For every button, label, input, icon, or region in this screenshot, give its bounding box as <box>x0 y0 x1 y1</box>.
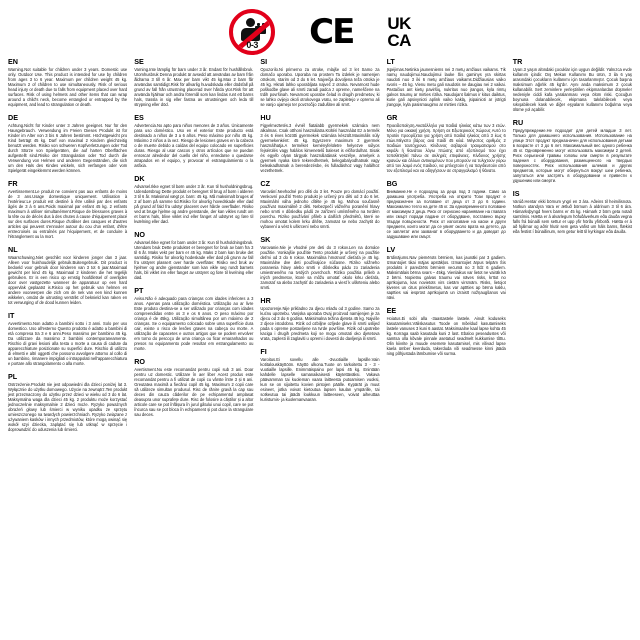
language-block <box>260 180 379 229</box>
language-column-4 <box>387 58 506 636</box>
language-block <box>8 246 127 305</box>
language-code: HR <box>260 296 271 305</box>
language-block <box>260 348 379 402</box>
warning-text: Advarsel.Ikke egnet for barn under 3 år. Kun til husholdningsbruk. Utendørs bruk Dette produktet er beregnet for bruk av barn fra 3 til 6 år. Maks vekt per barn er 45 kg. Maks 2 barn kan bruke det samtidig. Risiko for alvorlig hodeskade eller død på grunn av fall fra utstyret plassert over harde overflater. Risiko ved bruk av hjelmer og andre gjenstander som kan vikle seg rundt barnets hals, bli viklet inn eller fanget av utstyret og føre til kvelning eller død. <box>134 240 254 280</box>
language-block <box>387 180 506 239</box>
no-children-under-3-icon <box>229 9 275 55</box>
ukca-mark-symbol <box>387 15 411 49</box>
warning-text: Brīdinājums.Nav piemērots bērniem, kas jaunāki par 3 gadiem. Izmantojiet tikai mājas apstākļos. Izmantojiet ārpus telpām Šis produkts ir paredzēts bērniem vecumā no 3 līdz 6 gadiem. Maksimālais bērna svars – 45kg. Vienlaikus var lietot ne vairāk kā 2 bērni. Nopietnu galvas traumu vai nāves risks, krītot no aprīkojuma, kas novietots virs cietām virsmām. Risks, lietojot ķiveres un citus priekšmetus, kas var aptīties ap bērna kaklu, sapīties vai iesprūst aprīkojumā un izraisīt nožņaugšanos vai nāvi. <box>386 255 506 300</box>
ukca-line-2: CA <box>387 31 411 50</box>
child-head-shape <box>246 18 255 27</box>
warning-text: Ostrzeżenie.Produkt nie jest odpowiedni dla dzieci poniżej lat 3. Wyłącznie do użytku domowego. Użycie na zewnątrz.Ten produkt jest przeznaczony do użytku przez dzieci w wieku od 3 do 6 lat. Maksymalna waga dla dzieci 45 kg. 2 produktu może korzystać jednocześnie maksymalnie 2 dzieci może. Ryzyko poważnych obrażeń głowy lub śmierci w wyniku upadku ze sprzętu umieszczonego na twardych powierzchniach. Ryzyko związane z używaniem kasków i innych przedmiotów, które mogą owinąć się wokół szyi dziecka, zaplątać się lub utknąć w sprzęcie i doprowadzić do uduszenia lub śmierci. <box>8 382 128 432</box>
ukca-mark-icon <box>387 15 411 49</box>
no-children-under-3-symbol <box>229 9 275 55</box>
language-block <box>260 297 379 341</box>
language-code: EN <box>8 57 18 66</box>
language-block <box>134 175 253 224</box>
language-code: EE <box>386 306 397 315</box>
language-columns <box>8 58 632 636</box>
language-block <box>134 114 253 168</box>
language-code: PT <box>134 286 144 295</box>
language-column-1 <box>8 58 127 636</box>
warning-text: Avertissement.Le produit ne convient pas aux enfants de moins de 3 ans.Usage domestique uniquement. Utilisation à l'extérieur.Le produit est destiné à être utilisé par des enfants âgés de 3 à 6 ans.Poids maximal par enfant 45 kg. 2 enfants maximum à utiliser simultanément.Risque de blessures graves à la tête ou de décès dus à des chutes à cause d'équipement placé sur des surfaces dures.Risque d'utiliser des casques et d'autres articles qui peuvent s'enrouler autour du cou d'un enfant, d'être entrecroisés ou entraînés par l'équipement, et de conduire à l'étranglement ou la mort. <box>8 189 128 239</box>
language-code: IT <box>8 311 15 320</box>
language-block <box>134 58 253 107</box>
warning-text: Avertisment.Nu este recomandat pentru copii sub 3 ani. Doar pentru uz domestic. Utilizare în aer liber Acest produs este recomandat pentru a fi utilizat de copii cu vârste între 3 și 6 ani. Greutatea maximă a fiecărui copil 45 kg. Maximum 2 copii care să utilizeze simultan produsul. Risc de rănire gravă la cap sau deces din cauza căderilor de pe echipamentul amplasat deasupra unor suprafețe dure. Risc de folosire a căștilor și a altor articole care se pot înfășura în jurul gâtului unui copil, care se pot încurca sau se pot bloca în echipament și pot duce la strangulare sau deces. <box>134 367 254 417</box>
language-code: NO <box>134 230 145 239</box>
language-block <box>387 114 506 173</box>
warning-text: Avvertimento.Non adatto a bambini sotto i 3 anni. Solo per uso domestico. Uso all'esterno Questo prodotto è adatto a bambini di età compresa tra 3 e 6 anni.Peso massimo per bambino 45 kg. Da utilizzare da massimo 2 bambini contemporaneamente. Rischio di gravi lesioni alla testa o morte a causa di cadute da apparecchiature posizionate su superfici dure. Rischio di utilizzo di elmetti e altri oggetti che possono avvolgere attorno al collo di un bambino, rimanere impigliati o intrappolati nell'apparecchiatura e portare allo strangolamento o alla morte. <box>8 321 128 366</box>
language-block <box>8 58 127 107</box>
language-block <box>134 358 253 417</box>
language-code: RU <box>512 118 524 127</box>
language-code: BG <box>386 179 398 188</box>
language-code: SE <box>134 57 144 66</box>
warning-text: Opozorilo.Ni primerno za otroke, mlajše od 3 let Samo za domačo uporabo. Uporaba na prostem Ta izdelek je namenjen otrokom, starim od 3 do 6 let. Največja dovoljena teža otroka je 45 kg. Hkrati lahko uporabljata največ 2 otroka. Nevarnost hude poškodbe glave ali smrti zaradi padca z opreme, nameščene na trdih površinah. Nevarnost uporabe čelad in drugih predmetov, ki se lahko ovijejo okoli otrokovega vratu, se zapletejo v opremo ali se vanjo ujamejo ter povzročijo zadušitev ali smrt. <box>260 67 380 107</box>
language-block <box>387 307 506 356</box>
language-block <box>134 287 253 351</box>
language-code: LV <box>386 245 396 254</box>
warning-text: Waarschuwing.Niet geschikt voor kinderen jonger dan 3 jaar. Alleen voor huishoudelijk gebruik.Buitengebruik. Dit product is bedoeld voor gebruik door kinderen van 3 tot 6 jaar.Maximaal gewicht per kind 45 kg. Maximaal 2 kinderen die het tegelijk gebruiken. Er is een risico op ernstig hoofdletsel of overlijden door over vastgezette wanneer de apparatuur op een hard oppervlak geplaatst is.Risico op het gebruik van helmen en andere voorwerpen die zich om de nek van een kind kunnen wikkelen, omdat de uitrusting verstrikt of beknield kan raken en tot verwurging of de dood kunnen leiden. <box>8 255 128 305</box>
language-code: NL <box>8 245 18 254</box>
language-code: RO <box>134 357 145 366</box>
language-block <box>513 190 632 234</box>
language-code: IS <box>512 189 520 198</box>
warning-text: Varoitus.Ei sovellu alle -3vuotiaille lapsille.Vain kotitalouskäyttöön. Käyttö ulkona.Tuote on tarkoitettu 3 - 3 -vuotiaille lapsille. Enimmäispaino per lapsi 45 kg. Enintään kahdelle lapselle samanaikaisesti käytettäväksi. Vakava päävamman tai kuoleman vaara laitteesta putoamisen vuoksi, kun se on sijoitettu kovien pintojen päälle. Kypärät ja muut esineet, jotka voivat kietoutua lapsen kaulan ympärille, tai sotkeutua tai jäädä loukkuun laitteeseen, voivat aiheuttaa kuristumis- ja kuolemanvaaran. <box>260 357 380 402</box>
language-block <box>513 58 632 112</box>
language-block <box>8 114 127 173</box>
language-block <box>387 58 506 107</box>
language-block <box>260 236 379 290</box>
language-block <box>134 231 253 280</box>
language-code: LT <box>386 57 395 66</box>
ce-mark-icon: CE <box>309 12 354 52</box>
language-block <box>8 373 127 432</box>
warning-text: Varúð.Hentar ekki börnum yngri en 3 ára. Aðeins til heimilisnota. Notkun utandyra Vara er ætluð börnum á aldrinum 3 til 6 ára. Hámarksþyngd hvers barns er 45 kg. Hámark 2 börn geta notað samtímis. Hætta er á alvarlegum höfuðáverkum eða dauða vegna falls frá búnaði sem settur er upp yfir hörðu yfirborði. Hætta er á að hjálmar og aðrir hlutir sem geta vafist um háls barns, flækist eða festist í búnaðinum, sem getur leitt til kyrkingar eða dauða. <box>512 199 632 234</box>
language-code: ES <box>134 113 144 122</box>
ce-mark-symbol <box>309 12 354 52</box>
warning-text: Advarsel.Ikke egnet til børn under 3 år. Kun til husholdningsbrug. Udendørsbrug Dette produkt er beregnet til brug af børn i alderen 3 til 6 år. Maksimal vægt pr. barn: 45 kg. Må maksimalt bruges af 2 af børn på samme tid.Risiko for alvorlig hovedskade eller død på grund af fald fra udstyr placeret over hårde overflader. Risiko ved at bruge hjelme og andre genstande, der kan vikles rundt om et barns hals, blive viklet ind eller fanget af udstyret og føre til kvælning eller død. <box>134 184 254 224</box>
warning-text: Figyelmeztetés.3 évnél fiatalabb gyermekek számára nem alkalmas. Csak otthoni használatra.Kültéri használat Ez a termék 3 és 6 éves közötti gyermekek számára készült.Maximális súly gyermekenként: 45 kg. Egyszerre maximum 2 gyermek használhatja.A terméket keményfelületre helyezve súlyos fejsérülés vagy halálos kimenetelű baleset is előfordulhat. Sisak és egyéb olyan tárgyak használatának veszélye, amelyek a gyermek nyaka köré tekeredhetnek, belegabalyodhatnak vagy beleakadhatnak a berendezésbe, és fulladáshoz vagy halálhoz vezethetnek. <box>260 123 380 173</box>
language-block <box>260 114 379 173</box>
language-column-3 <box>260 58 379 636</box>
warning-text: Varning.Inte lämplig för barn under 3 år. Endast för hushållsbruk. Utomhusbruk Denna produkt är avsedd att användas av barn från åldrarna 3 till 6 år. Max per barn vikt 45 kg.Max 2 barn får användas samtidigt.Risk för allvarlig huvudskada eller dödsfall på grund av fall från utrustning placerad över hårda ytor.Risk för att använda hjälmar och andra föremål som kan lindas runt ett barns hals, trassla in sig eller fastna av utrustningen och leda till strypning eller död. <box>134 67 254 107</box>
language-code: DE <box>8 113 18 122</box>
language-block <box>387 246 506 300</box>
warning-text: Warning.Not suitable for children under 3 years. Domestic use only. Outdoor Use. This product is intended for use by children from ages 3 to 6 year. Maximum per children weight 45 kg. Maximum 2 of children to use simultaneously. Risk of serious head injury or death due to falls from equipment placed over hard surfaces. Risk of using helmets and other items that can wrap around a child's neck, become entangled or entrapped by the equipment, and lead to strangulation or death. <box>8 67 128 107</box>
language-block <box>8 312 127 366</box>
warning-text: Achtung.Nicht für Kinder unter 3 Jahren geeignet. Nur für den Hausgebrauch. Verwendung im Freien Dieses Produkt ist für Kinder im Alter von 3 bis 6 Jahren bestimmt. Höchstgewicht pro Kind beträgt 45 kg. Darf von maximal 2 Kindern gleichzeitig benutzt werden. Risiko von schweren Kopfverletzungen oder Tod durch Stürze von Spielgeräten, die auf harten Oberflächen aufgestellt sind.Risiko der Strangulation oder Tod durch die Verwendung von Helmen und anderen Gegenständen, die sich um den Hals des Kindes wickeln, sich verfangen oder vom Spielgerät eingeklemmt werden können. <box>8 123 128 173</box>
language-code: HU <box>260 113 271 122</box>
language-code: SI <box>260 57 268 66</box>
language-column-5 <box>513 58 632 636</box>
language-code: SK <box>260 235 271 244</box>
symbol-row <box>8 6 632 58</box>
warning-text: Upozorenje.Nije prikladno za djecu mlađu od 3 godine. Samo za kućnu upotrebu. Vanjska uporaba Ovaj proizvod namijenjen je za djecu od 3 do 6 godina. Maksimalna težina djeteta 45 kg. Najviše 2 djece istodobno. Rizik od ozbiljne ozljede glave ili smrti uslijed pada s opreme postavljene na tvrde površine. Rizik od upotrebe kaciga i drugih predmeta koji se mogu omotati oko djetetova vrata, zaplesti ili zaglaviti u opremi i dovesti do davljenja ili smrti. <box>260 306 380 341</box>
language-code: FR <box>8 179 18 188</box>
age-range-label: 0-3 <box>246 40 258 50</box>
warning-text: Προειδοποίηση.Ακατάλληλο για παιδιά ηλικίας κάτω των 3 ετών. Μόνο για οικιακή χρήση. Χρήση σε Εξωτερικούς Χώρους Αυτό το προϊόν προορίζεται για χρήση από παιδιά ηλικίας από 3 έως 6 ετών.Μέγιστο βάρος ανά παιδί 45 κιλά. Μέγιστος αριθμός 2 παιδιών ταυτόχρονα. Κίνδυνος σοβαρού τραυματισμού στο κεφάλι ή θανάτου λόγω πτώσης από εξοπλισμό που έχει τοποθετηθεί πάνω σε σκληρές επιφάνειες. Κίνδυνος χρήσης κρανών και άλλων αντικειμένων που μπορούν να τυλιχτούν γύρω από τον λαιμό ενός παιδιού, να μπλεχτούν ή να παγιδευτούν από τον εξοπλισμό και να οδηγήσουν σε στραγγαλισμό ή θάνατο. <box>386 123 506 173</box>
ukca-line-1: UK <box>387 14 411 33</box>
warning-text: Aviso.Não é adequado para crianças com idades inferiores a 3 anos. Apenas para utilização doméstica. Utilização ao ar livre Este produto destina-se a ser utilizado por crianças com idades compreendidas entre os 3 e os 6 anos. O peso máximo por criança é de 45kg. Utilização simultânea por um máximo de 2 crianças. Se o equipamento colocado sobre uma superfície dura cair, existe o risco de lesões graves na cabeça ou morte. A utilização de capacetes e outros artigos que se podem envolver em torno do pescoço de uma criança ou ficar emaranhados ou presos no equipamento pode resultar em estrangulamento ou morte. <box>134 296 254 351</box>
language-block <box>8 180 127 239</box>
warning-text: Внимание.Не е подходящ за деца под 3 години. Само за домашна употреба. Употреба на открито Този продукт е предназначен за ползване от деца от 3 до 6 години. Максимално тегло на дете 45 кг. За едновременното ползване от максимум 2 деца. Риск от сериозно нараняване на главата или смърт поради падане от оборудване, поставено върху твърди повърхности. Риск от използване на каски и други предмети, които могат да се увият около врата на детето, да се заплетат или захванат в оборудването и да доведат до задушаване или смърт. <box>386 189 506 239</box>
warning-text: Uyarı.3 yaşın altındaki çocuklar için uygun değildir. Yalnızca evde kullanım içindir. Dış Mekan Kullanımı Bu ürün, 3 ila 6 yaş arasındaki çocukların kullanımı için tasarlanmıştır. Çocuk başına maksimum ağırlık 45 kg'dır. Aynı anda maksimum 2 çocuk kullanabilir. Sert zeminlere yerleştirilen ekipmanlardan düşmeler nedeniyle ciddi kafa yaralanması veya ölüm riski. Çocuğun boynuna dolanabilecek, ekipmana takılabilecek veya sıkışabilecek kask ve diğer eşyaların kullanımı boğulma veya ölüme yol açabilir. <box>512 67 632 112</box>
warning-text: Hoiatus.Ei sobi alla -3aastastele lastele. Ainult koduseks kasutamiseks.Väliskasutus Toode on mõeldud kasutamiseks lastele vanuses 3 kuni 6 aastat. Maksimaalne kaal lapse kohta 45 kg. Korraga saab kasutada kuni 2 last. Ebaloo peseadustes või samtsa olla kõvale pinnale asetatud seadmelt kukkumise tõttu. Olin kiivrite ja muude esemete kasutamisel, mis võivad lapse kaela ümber keerduda, takerduda või seadmesse kinni jääda ning põhjustada lämbumise või surma. <box>386 316 506 356</box>
warning-text: Varovanie.Nie je vhodné pre deti do 3 rokov.Len na domáce použitie. Vonkajšie použitie Tento produkt je určený na použitie deťmi od 3 do 6 rokov. Maximálna hmotnosť dieťaťa je 45 kg. Maximálne dve deti používajúce súčasne. Riziko vážneho poranenia hlavy alebo smrti v dôsledku pádu zo zariadenia umiestneného na tvrdých povrchoch. Riziko použitia prilieb a iných predmetov, ktoré sa môžu omotať okolo krku dieťaťa, zamotať sa alebo zachytiť do zariadenia a viesť k uškrteniu alebo smrti. <box>260 245 380 290</box>
warning-text: Varování.Nevhodné pro děti do 3 let. Pouze pro domácí použití. Venkovní použití Tento produkt je určený pro děti od 3 do 6 let. Maximální váha jednoho dítěte je 45 kg. Mohou současně používat maximálně 2 děti. Nebezpečí vážného poranění hlavy nebo smrti v důsledku pádů ze zařízení umístěného na tvrdém povrchu. Riziko používání přileb a dalších předmětů, které se mohou omotat kolem krku dítěte, zamotat se nebo zachytit do vybavení a vést k uškrcení nebo smrti. <box>260 189 380 229</box>
language-code: FI <box>260 347 267 356</box>
language-code: TR <box>512 57 523 66</box>
language-code: CZ <box>260 179 270 188</box>
language-block <box>513 119 632 183</box>
language-block <box>260 58 379 107</box>
language-code: PL <box>8 372 18 381</box>
language-code: GR <box>386 113 398 122</box>
warning-text: Предупреждение.Не подходит для детей младше 3 лет. Только для домашнего использования. Использование на улице Этот продукт предназначен для использования детьми в возрасте от 3 до 6 лет. Максимальный вес одного ребенка 45 кг. Одновременно могут использовать максимум 2 детей. Риск серьезной травмы головы или смерти в результате падения с оборудования, размещенного на твердых поверхностях. Риск использования шлемов и других предметов, которые могут обернуться вокруг шеи ребенка, запутаться или застрять в оборудовании и привести к удушению или смерти. <box>512 128 632 183</box>
warning-text: Advertencia.No apto para niños menores de 3 años. Únicamente para uso doméstico. Uso en el exterior Este producto está destinado a niños de 3 a 6 años. Peso máximo por niño 45 kg. Máximo 2 niños a la vez. Riesgo de lesiones graves en la cabeza o de muerte debido a caídas del equipo colocado en superficies duras. Riesgo al usar cascos y otros artículos que se puedan enroscar alrededor del cuello del niño, enredarse o quedarse atrapados en el equipo, y provocar el estrangulamiento o la asfixia. <box>134 123 254 168</box>
warning-text: Įspėjimas.Netinka jaunesniems nei 3 metų amžiaus vaikams. Tik namų naudojimui.Naudojimui lauke Šis gaminys yra skirtas naudoti nuo 3 iki 6 metų amžiaus vaikams.Didžiausias vaiko svoris – 45 kg. Vienu metu gali naudotis ne daugiau nei 2 vaikai. Pastačius ant kietų paviršių, nukritus nuo įrangos, kyla rimtų galvos traumų ar mirties rizika. Naudojant šalmus ir kitus daiktus, kurie gali apsivynioti aplink vaiko kaklą, įsipainioti ar įstrigti įrangoje, kyla pasismaugimo ar mirties rizika. <box>386 67 506 107</box>
language-column-2 <box>134 58 253 636</box>
language-code: DK <box>134 174 145 183</box>
